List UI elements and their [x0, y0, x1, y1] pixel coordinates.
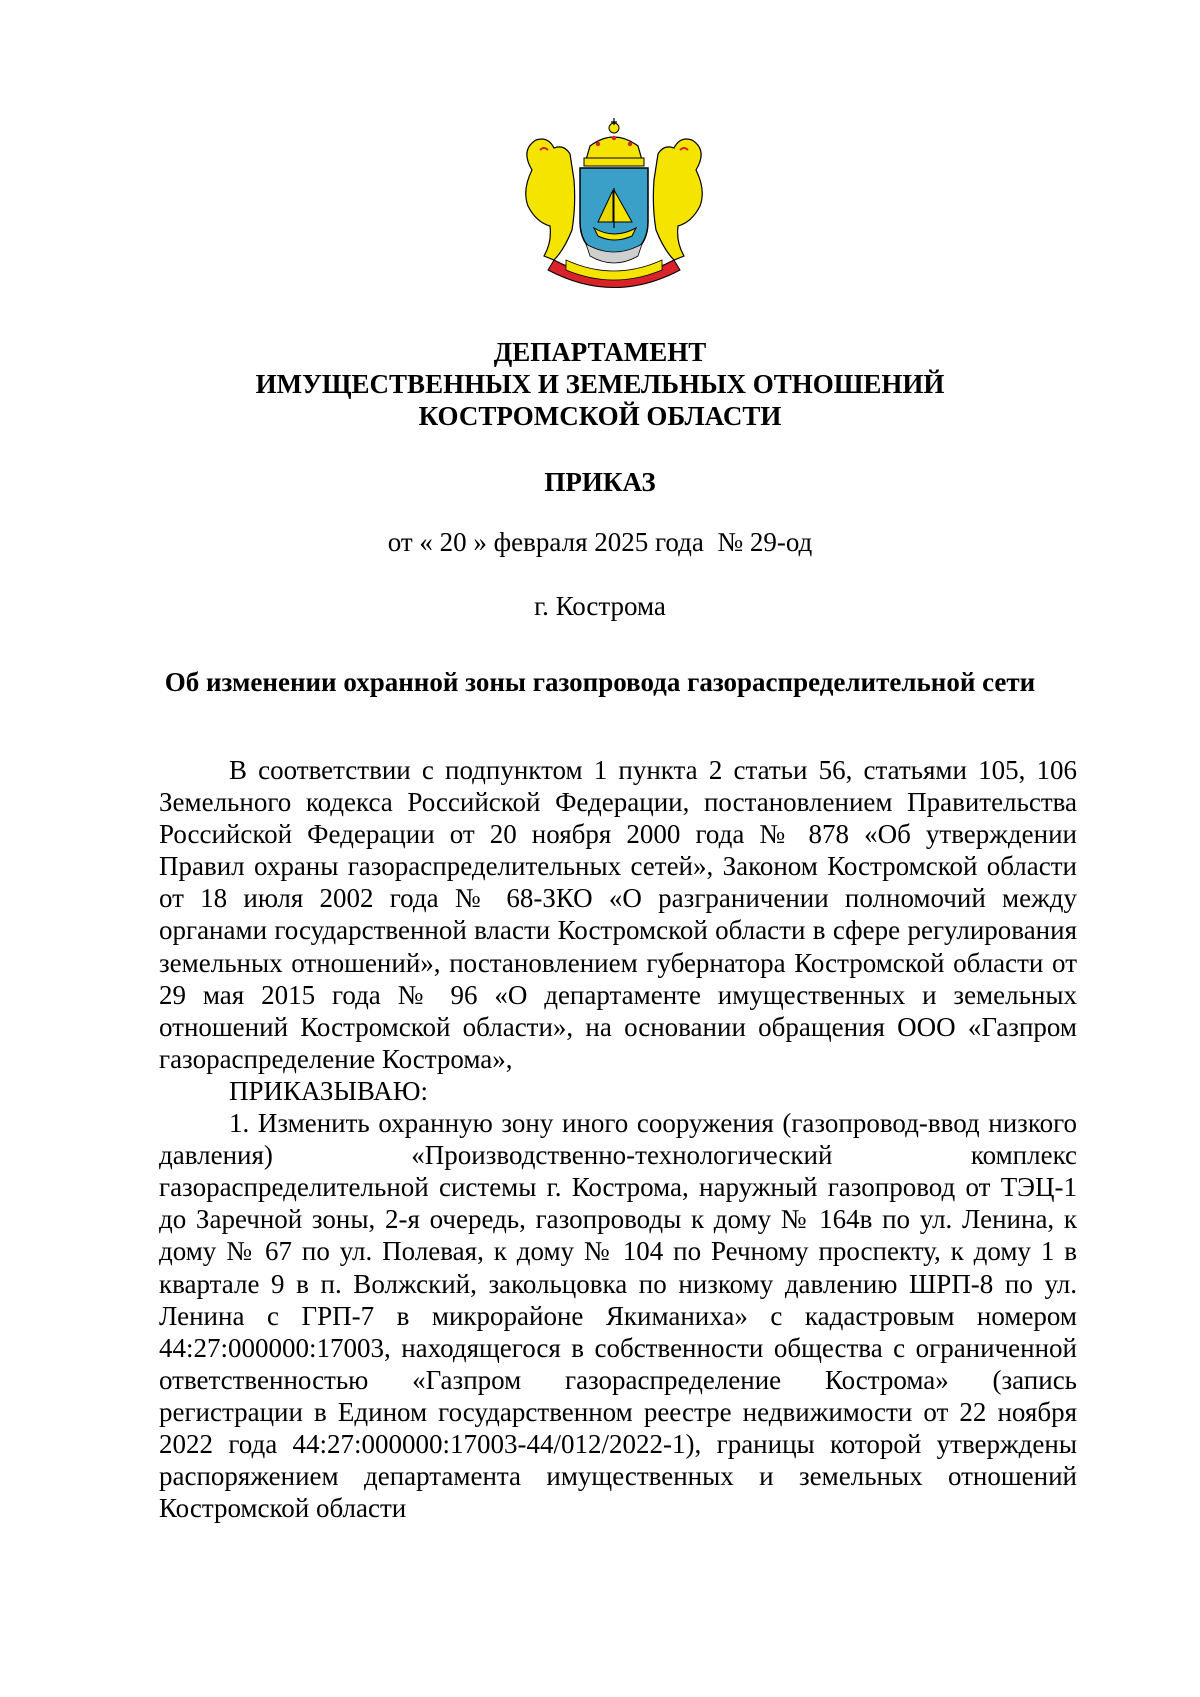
organization-name — [0, 336, 1200, 432]
document-subject: Об изменении охранной зоны газопровода газораспределительной сети — [164, 667, 1036, 697]
org-line-3: КОСТРОМСКОЙ ОБЛАСТИ — [418, 401, 782, 431]
document-body — [159, 754, 1077, 1524]
preamble-paragraph: В соответствии с подпунктом 1 пункта 2 статьи 56, статьями 105, 106 Земельного кодекса Российской Федерации, постановлением Правительства Российской Федерации от 20 ноября 2000 года № 878 «Об утверждении Правил охраны газораспределительных сетей», Законом Костромской области от 18 июля 2002 года № 68-ЗКО «О разграничении полномочий между органами государственной власти Костромской области в сфере регулирования земельных отношений», постановлением губернатора Костромской области от 29 мая 2015 года № 96 «О департаменте имущественных и земельных отношений Костромской области», на основании обращения ООО «Газпром газораспределение Кострома», — [159, 755, 1077, 1074]
command-word: ПРИКАЗЫВАЮ: — [229, 1075, 428, 1106]
org-line-1: ДЕПАРТАМЕНТ — [493, 337, 707, 367]
document-city: г. Кострома — [534, 591, 666, 621]
document-type: ПРИКАЗ — [544, 467, 656, 497]
org-line-2: ИМУЩЕСТВЕННЫХ И ЗЕМЕЛЬНЫХ ОТНОШЕНИЙ — [255, 369, 945, 399]
kostroma-coat-of-arms-icon — [514, 110, 714, 300]
document-date-number: от « 20 » февраля 2025 года № 29-од — [387, 527, 813, 557]
order-item-1: 1. Изменить охранную зону иного сооружения (газопровод-ввод низкого давления) «Производственно-технологический комплекс газораспределительной системы г. Кострома, наружный газопровод от ТЭЦ-1 до Заречной зоны, 2-я очередь, газопроводы к дому № 164в по ул. Ленина, к дому № 67 по ул. Полевая, к дому № 104 по Речному проспекту, к дому 1 в квартале 9 в п. Волжский, закольцовка по низкому давлению ШРП-8 по ул. Ленина с ГРП-7 в микрорайоне Якиманиха» с кадастровым номером 44:27:000000:17003, находящегося в собственности общества с ограниченной ответственностью «Газпром газораспределение Кострома» (запись регистрации в Едином государственном реестре недвижимости от 22 ноября 2022 года 44:27:000000:17003-44/012/2022-1), границы которой утверждены распоряжением департамента имущественных и земельных отношений Костромской области — [159, 1108, 1077, 1524]
